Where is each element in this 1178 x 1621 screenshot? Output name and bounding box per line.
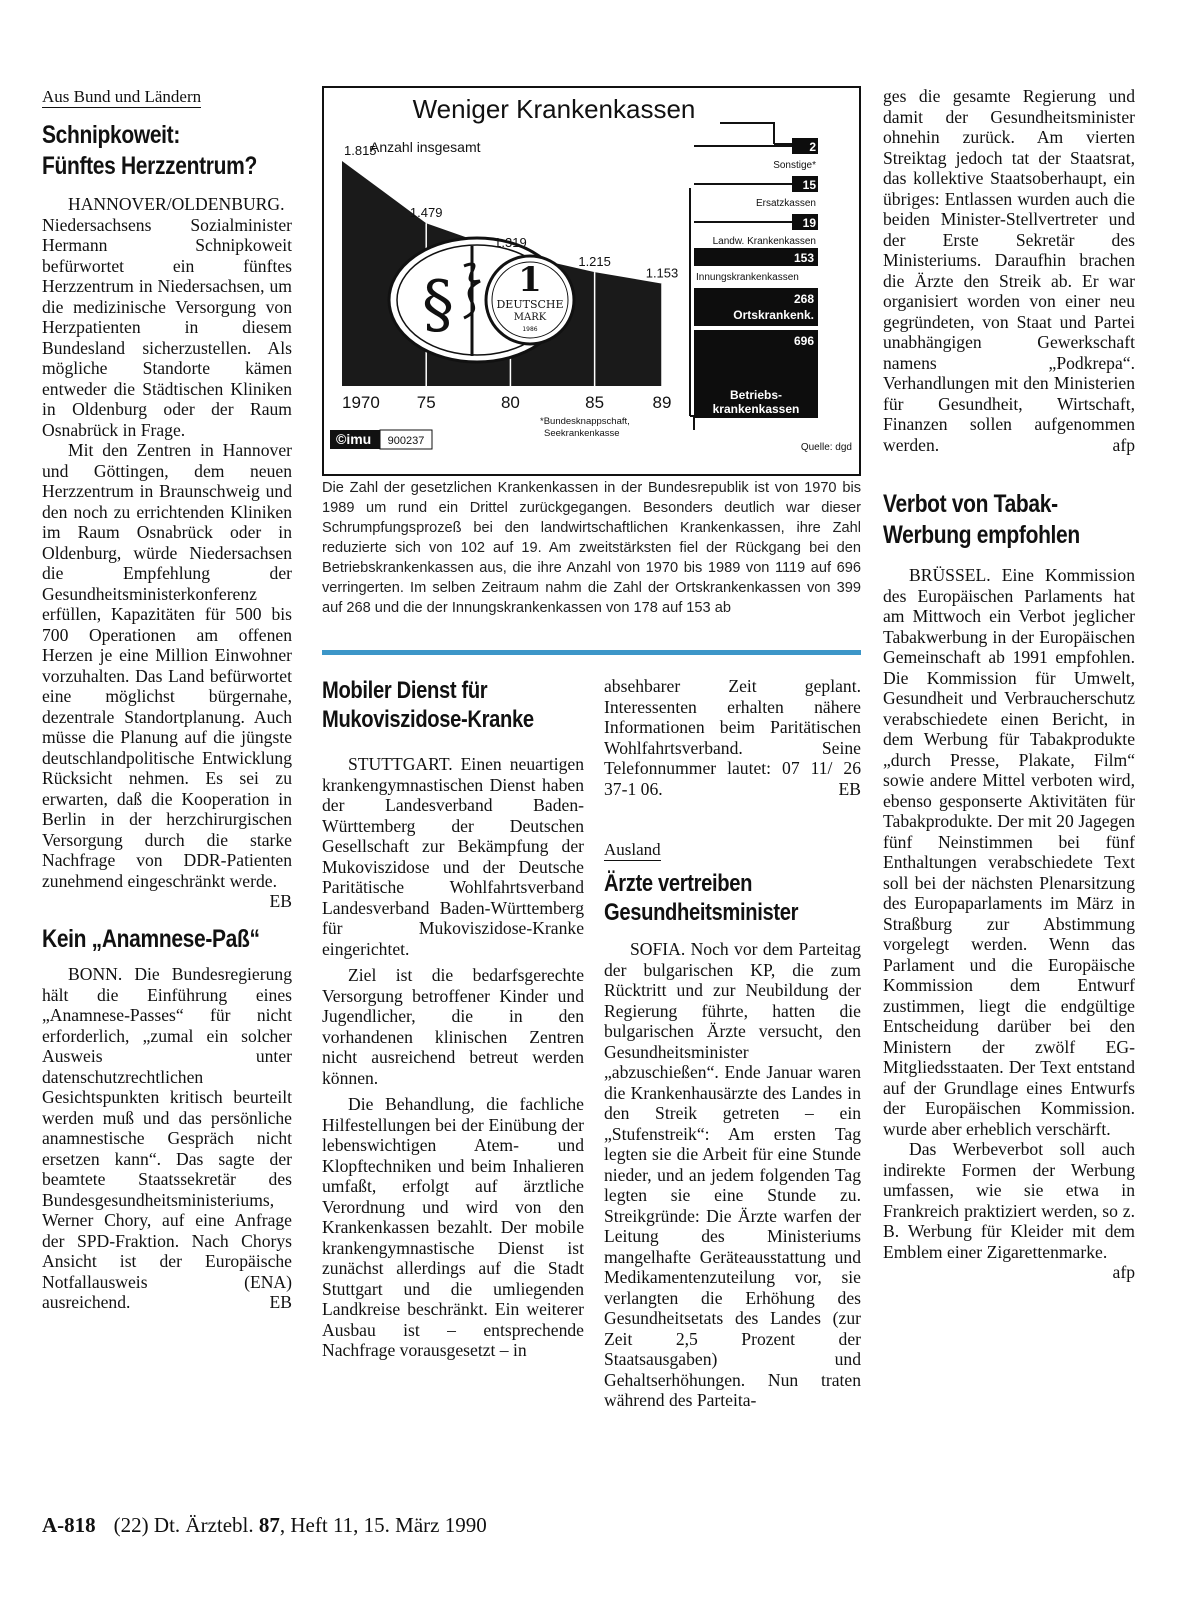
value-label: 1.153 <box>645 265 679 281</box>
breakdown-value: 15 <box>802 178 816 192</box>
credit-id: 900237 <box>387 435 425 447</box>
citation: , Heft 11, 15. März 1990 <box>279 1513 487 1537</box>
section-rubric: Ausland <box>604 840 661 859</box>
x-tick-label: 85 <box>585 393 605 412</box>
breakdown-label: Ersatzkassen <box>755 198 816 209</box>
article-title-aerzte <box>604 869 820 927</box>
title-line: Fünftes Herzzentrum? <box>42 152 257 180</box>
paragraph <box>883 86 1135 455</box>
chart-krankenkassen <box>322 86 861 476</box>
breakdown-value: 268 <box>793 292 814 306</box>
chart-caption: Die Zahl der gesetzlichen Krankenkassen in der Bundesrepublik ist von 1970 bis 1989 um rund ein Drittel zurückgegangen. Besonders deutlich war dieser Schrumpfungsprozeß bei den landwirtschaftlichen Krankenkassen, ihre Zahl reduzierte sich von 102 auf 19. Am zweitstärksten fiel der Rückgang bei den Betriebskrankenkassen aus, die ihre Anzahl von 1970 bis 1989 von 1119 auf 696 verringerten. Im selben Zeitraum nahm die Zahl der Ortskrankenkassen von 399 auf 268 und die der Innungskrankenkassen von 178 auf 153 ab <box>322 480 861 616</box>
breakdown-label: Betriebs- <box>729 388 783 402</box>
breakdown-label: krankenkassen <box>712 402 800 416</box>
paragraph: Ziel ist die bedarfsgerechte Versorgung betroffener Kinder und Jugendlicher, die in den vorhandenen klinischen Zentren nicht ausreichend betreut werden können. <box>322 965 584 1088</box>
title-line: Gesundheitsminister <box>604 899 799 926</box>
paragraph: STUTTGART. Einen neuartigen krankengymnastischen Dienst haben der Landesverband Baden-Württemberg der Deutschen Gesellschaft zur Bekämpfung der Mukoviszidose und der Deutsche Paritätische Wohlfahrtsverband Landesverband Baden-Württemberg für Mukoviszidose-Kranke eingerichtet. <box>322 754 584 959</box>
author-signature: EB <box>838 778 861 799</box>
paragraph: SOFIA. Noch vor dem Parteitag der bulgarischen KP, die zum Rücktritt und zur Neubildung der Regierung führte, hatten die bulgarischen Ärzte versucht, den Gesundheitsminister „abzuschießen“. Ende Januar waren die Krankenhausärzte des Landes in den Streik getreten – ein „Stufenstreik“: Am ersten Tag legten sie die Arbeit für eine Stunde nieder, und an jedem folgenden Tag legten sie eine Stunde zu. Streikgründe: Die Ärzte warfen der Leitung des Ministeriums mangelhafte Geräteausstattung und Medikamentenzuteilung vor, sie verlangten die Erhöhung des Gesundheitsetats des Landes (zur Zeit 2,5 Prozent der Staatsausgaben) und Gehaltserhöhungen. Nun traten während des Parteita- <box>604 939 861 1410</box>
paragraph <box>42 440 292 911</box>
breakdown-label: Sonstige* <box>773 160 816 171</box>
column-right <box>883 86 1135 1283</box>
column-center-left <box>322 676 584 1361</box>
paragraph-text: ges die gesamte Regierung und damit der Gesundheitsminister ohnehin zurück. Am vierten Streiktag jedoch tat der Staatsrat, das kollektive Staatsoberhaupt, ein übriges: Entlassen wurden auch die beiden Minister-Stellvertreter und der Erste Sekretär des Ministeriums. Daraufhin brachen die Ärzte den Streik ab. Er war organisiert worden von einer neu gegründeten, von Staat und Partei unabhängigen Gewerkschaft namens „Podkrepa“. Verhandlungen mit den Ministerien für Gesundheit, Wirtschaft, Finanzen sollen aufgenommen werden. <box>883 86 1135 455</box>
chart-title: Weniger Krankenkassen <box>412 94 696 124</box>
page-number: A-818 <box>42 1513 96 1537</box>
title-line: Werbung empfohlen <box>883 521 1080 549</box>
paragraph: HANNOVER/OLDENBURG. Niedersachsens Sozialminister Hermann Schnipkoweit befürwortet ein fünftes Herzzentrum in Niedersachsen, um die medizinische Versorgung von Herzpatienten in diesem Bundesland sicherzustellen. Als mögliche Standorte kämen entweder die Städtischen Kliniken in Oldenburg oder der Raum Osnabrück in Frage. <box>42 194 292 440</box>
title-line: Schnipkoweit: <box>42 121 180 149</box>
paragraph: Die Behandlung, die fachliche Hilfestellungen bei der Einübung der lebenswichtigen Atem- und Klopftechniken und beim Inhalieren umfaßt, erfolgt auf ärztliche Verordnung und wird von den Krankenkassen bezahlt. Der mobile krankengymnastische Dienst ist zunächst allerdings auf die Stadt Stuttgart und die umliegenden Landkreise beschränkt. Ein weiterer Ausbau ist – entsprechende Nachfrage vorausgesetzt – in <box>322 1094 584 1360</box>
article-title-anamnese: Kein „Anamnese-Paß“ <box>42 925 260 953</box>
value-label: 1.215 <box>578 254 611 270</box>
breakdown-label: Ortskrankenk. <box>733 308 814 322</box>
breakdown-value: 19 <box>802 216 816 230</box>
value-label: 1.815 <box>344 143 377 158</box>
footnote-line: Seekrankenkasse <box>544 428 620 439</box>
citation-volume: 87 <box>258 1513 280 1537</box>
paragraph-text: absehbarer Zeit geplant. Interessenten erhalten nähere Informationen beim Paritätischen Wohlfahrtsverband. Seine Telefonnummer lautet: 07 11/ 26 37-1 06. <box>604 676 861 799</box>
x-tick-label: 1970 <box>342 393 380 412</box>
coin-year: 1986 <box>522 326 538 333</box>
paragraph <box>604 676 861 799</box>
column-left <box>42 86 292 1313</box>
value-label: 1.479 <box>409 205 443 221</box>
article-title-mukoviszidose <box>322 676 542 734</box>
page-footer <box>42 1513 487 1538</box>
article-title-herzzentrum <box>42 120 257 182</box>
paragraph: BRÜSSEL. Eine Kommission des Europäischen Parlaments hat am Mittwoch ein Verbot jeglicher Tabakwerbung in der Europäischen Gemeinschaft ab 1991 empfohlen. Die Kommission für Umwelt, Gesundheit und Verbraucherschutz verabschiedete einen Bericht, in dem Werbung für Tabakprodukte „durch Presse, Plakate, Film“ sowie andere Mittel verboten wird, ebenso gesponserte Aktivitäten für Tabakprodukte. Der mit 20 Jagegen fünf Neinstimmen bei fünf Enthaltungen verabschiedete Text soll bei der nächsten Plenarsitzung des Europaparlaments im März in Straßburg zur Abstimmung vorgelegt werden. Wenn das Parlament und die Europäische Kommission dem Entwurf zustimmen, liegt die endgültige Entscheidung darüber bei den Ministern der zwölf EG-Mitgliedsstaaten. Der Text entstand auf der Grundlage eines Entwurfs der Europäischen Kommission. wurde aber erheblich verschärft. <box>883 565 1135 1139</box>
x-tick-label: 75 <box>416 393 436 412</box>
title-line: Mobiler Dienst für <box>322 677 488 704</box>
breakdown-label: Innungskrankenkassen <box>696 272 799 283</box>
paragraph <box>883 1139 1135 1282</box>
paragraph <box>42 964 292 1313</box>
breakdown-label: Landw. Krankenkassen <box>712 236 816 247</box>
citation: (22) Dt. Ärztebl. <box>113 1513 259 1537</box>
x-tick-label: 89 <box>652 393 672 412</box>
footnote-line: *Bundesknappschaft, <box>540 416 630 427</box>
breakdown-value: 2 <box>809 140 816 154</box>
author-signature: EB <box>269 1292 292 1312</box>
section-divider <box>322 650 861 655</box>
title-line: Verbot von Tabak- <box>883 490 1058 518</box>
author-signature: EB <box>269 891 292 911</box>
paragraph-text: Mit den Zentren in Hannover und Göttingen, dem neuen Herzzentrum in Braunschweig und den noch zu errichtenden Kliniken im Raum Osnabrück oder in Oldenburg, würde Niedersachsen die Empfehlung der Gesundheitsministerkonferenz erfüllen, Kapazitäten für 500 bis 700 Operationen am offenen Herzen je eine Million Einwohner vorzuhalten. Das Land befürwortet eine möglichst bürgernahe, dezentrale Standortplanung. Auch müsse die Planung auf die jüngste deutschlandpolitische Entwicklung Rücksicht nehmen. Es sei zu erwarten, daß die Kooperation in Berlin in der herzchirurgischen Versorgung durch die starke Nachfrage von DDR-Patienten zunehmend eingeschränkt werde. <box>42 440 292 891</box>
paragraph-text: BONN. Die Bundesregierung hält die Einführung eines „Anamnese-Passes“ für nicht erforderlich, „zumal ein solcher Ausweis unter datenschutzrechtlichen Gesichtspunkten kritisch beurteilt werden muß und das persönliche anamnestische Gespräch nicht ersetzen kann“. Das sagte der beamtete Staatssekretär des Bundesgesundheitsministeriums, Werner Chory, auf eine Anfrage der SPD-Fraktion. Nach Chorys Ansicht ist der Europäische Notfallausweis (ENA) ausreichend. <box>42 964 292 1312</box>
credit-logo: ©imu <box>336 431 372 447</box>
paragraph-text: Das Werbeverbot soll auch indirekte Formen der Werbung umfassen, wie sie etwa in Frankreich praktiziert werden, so z. B. Werbung für Kleider mit dem Emblem einer Zigarettenmarke. <box>883 1139 1135 1262</box>
value-label: 1.319 <box>494 234 527 250</box>
chart-subtitle: Anzahl insgesamt <box>370 139 481 155</box>
article-title-tabak <box>883 489 1095 551</box>
breakdown-value: 153 <box>793 251 814 265</box>
coin-text: MARK <box>513 312 547 323</box>
paragraph-icon: § <box>422 268 454 342</box>
author-signature: afp <box>1112 434 1135 455</box>
section-rubric: Aus Bund und Ländern <box>42 87 202 106</box>
chart-svg <box>322 86 861 476</box>
column-center-right <box>604 676 861 1411</box>
x-tick-label: 80 <box>500 393 520 412</box>
breakdown-value: 696 <box>793 334 814 348</box>
coin-text: DEUTSCHE <box>496 298 564 311</box>
coin-numeral: 1 <box>518 260 542 300</box>
chart-source: Quelle: dgd <box>800 442 852 453</box>
title-line: Ärzte vertreiben <box>604 870 753 897</box>
chart-footnote <box>540 416 632 439</box>
title-line: Mukoviszidose-Kranke <box>322 706 534 733</box>
author-signature: afp <box>1112 1262 1135 1282</box>
